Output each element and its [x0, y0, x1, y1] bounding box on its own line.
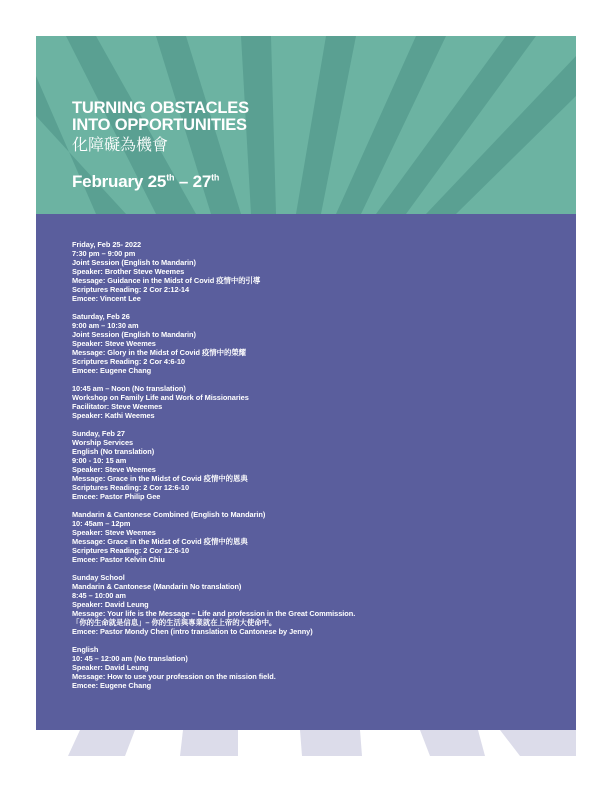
schedule-line: Mandarin & Cantonese (Mandarin No translation) — [72, 582, 242, 591]
date-suffix-2: th — [211, 172, 220, 183]
banner-text — [72, 100, 249, 192]
header-banner — [36, 36, 576, 214]
title-chinese: 化障礙為機會 — [72, 135, 169, 154]
schedule-content — [72, 240, 562, 699]
schedule-line: Message: Your life is the Message – Life and profession in the Great Commission. — [72, 609, 356, 618]
event-dates — [72, 172, 249, 192]
schedule-line: 10:45 am – Noon (No translation) — [72, 384, 186, 393]
schedule-line: Emcee: Eugene Chang — [72, 366, 152, 375]
schedule-line: Facilitator: Steve Weemes — [72, 402, 163, 411]
schedule-section-sunday-english — [72, 429, 562, 501]
schedule-line: Message: Guidance in the Midst of Covid 疫情中的引導 — [72, 276, 261, 285]
schedule-section-sunday-school-english — [72, 645, 562, 690]
schedule-line: Joint Session (English to Mandarin) — [72, 330, 196, 339]
schedule-line: Emcee: Eugene Chang — [72, 681, 152, 690]
schedule-line: Message: Grace in the Midst of Covid 疫情中的恩典 — [72, 474, 248, 483]
schedule-line: 9:00 - 10: 15 am — [72, 456, 127, 465]
schedule-line: Workshop on Family Life and Work of Missionaries — [72, 393, 249, 402]
section-heading: Friday, Feb 25- 2022 — [72, 240, 142, 249]
schedule-line: 9:00 am – 10:30 am — [72, 321, 139, 330]
schedule-line: Emcee: Pastor Mondy Chen (intro translation to Cantonese by Jenny) — [72, 627, 313, 636]
schedule-line: Emcee: Pastor Kelvin Chiu — [72, 555, 165, 564]
schedule-section-sunday-school — [72, 573, 562, 636]
schedule-line: 10: 45 – 12:00 am (No translation) — [72, 654, 188, 663]
bottom-stripes-graphic — [0, 730, 612, 756]
schedule-line: 10: 45am – 12pm — [72, 519, 131, 528]
schedule-section-friday — [72, 240, 562, 303]
schedule-line: 「你的生命就是信息」– 你的生活與專業就在上帝的大使命中。 — [72, 618, 277, 627]
section-subheading: Worship Services — [72, 438, 134, 447]
section-heading: Sunday, Feb 27 — [72, 429, 125, 438]
schedule-line: Speaker: David Leung — [72, 600, 149, 609]
schedule-line: Message: Grace in the Midst of Covid 疫情中的恩典 — [72, 537, 248, 546]
schedule-section-sunday-mandarin — [72, 510, 562, 564]
title-line-1: TURNING OBSTACLES — [72, 99, 249, 117]
schedule-panel — [36, 214, 576, 730]
schedule-line: Message: Glory in the Midst of Covid 疫情中的榮耀 — [72, 348, 247, 357]
schedule-line: Mandarin & Cantonese Combined (English to Mandarin) — [72, 510, 266, 519]
schedule-line: 8:45 – 10:00 am — [72, 591, 126, 600]
schedule-line: Scriptures Reading: 2 Cor 2:12-14 — [72, 285, 190, 294]
schedule-line: Speaker: Steve Weemes — [72, 465, 156, 474]
schedule-line: Speaker: David Leung — [72, 663, 149, 672]
schedule-line: 7:30 pm – 9:00 pm — [72, 249, 136, 258]
title-line-2: INTO OPPORTUNITIES — [72, 116, 247, 134]
schedule-line: Scriptures Reading: 2 Cor 4:6-10 — [72, 357, 185, 366]
schedule-line: Joint Session (English to Mandarin) — [72, 258, 196, 267]
schedule-line: Emcee: Pastor Philip Gee — [72, 492, 161, 501]
date-start: February 25 — [72, 172, 167, 191]
schedule-line: Speaker: Steve Weemes — [72, 528, 156, 537]
schedule-line: Speaker: Brother Steve Weemes — [72, 267, 185, 276]
schedule-line: Scriptures Reading: 2 Cor 12:6-10 — [72, 483, 190, 492]
section-heading: Sunday School — [72, 573, 125, 582]
schedule-line: Speaker: Steve Weemes — [72, 339, 156, 348]
schedule-line: Emcee: Vincent Lee — [72, 294, 141, 303]
date-suffix-1: th — [166, 172, 175, 183]
schedule-line: English (No translation) — [72, 447, 155, 456]
schedule-line: Scriptures Reading: 2 Cor 12:6-10 — [72, 546, 190, 555]
schedule-line: Speaker: Kathi Weemes — [72, 411, 155, 420]
schedule-line: English — [72, 645, 99, 654]
date-end: – 27 — [174, 172, 212, 191]
schedule-section-saturday — [72, 312, 562, 375]
schedule-section-workshop — [72, 384, 562, 420]
schedule-line: Message: How to use your profession on the mission field. — [72, 672, 276, 681]
section-heading: Saturday, Feb 26 — [72, 312, 130, 321]
